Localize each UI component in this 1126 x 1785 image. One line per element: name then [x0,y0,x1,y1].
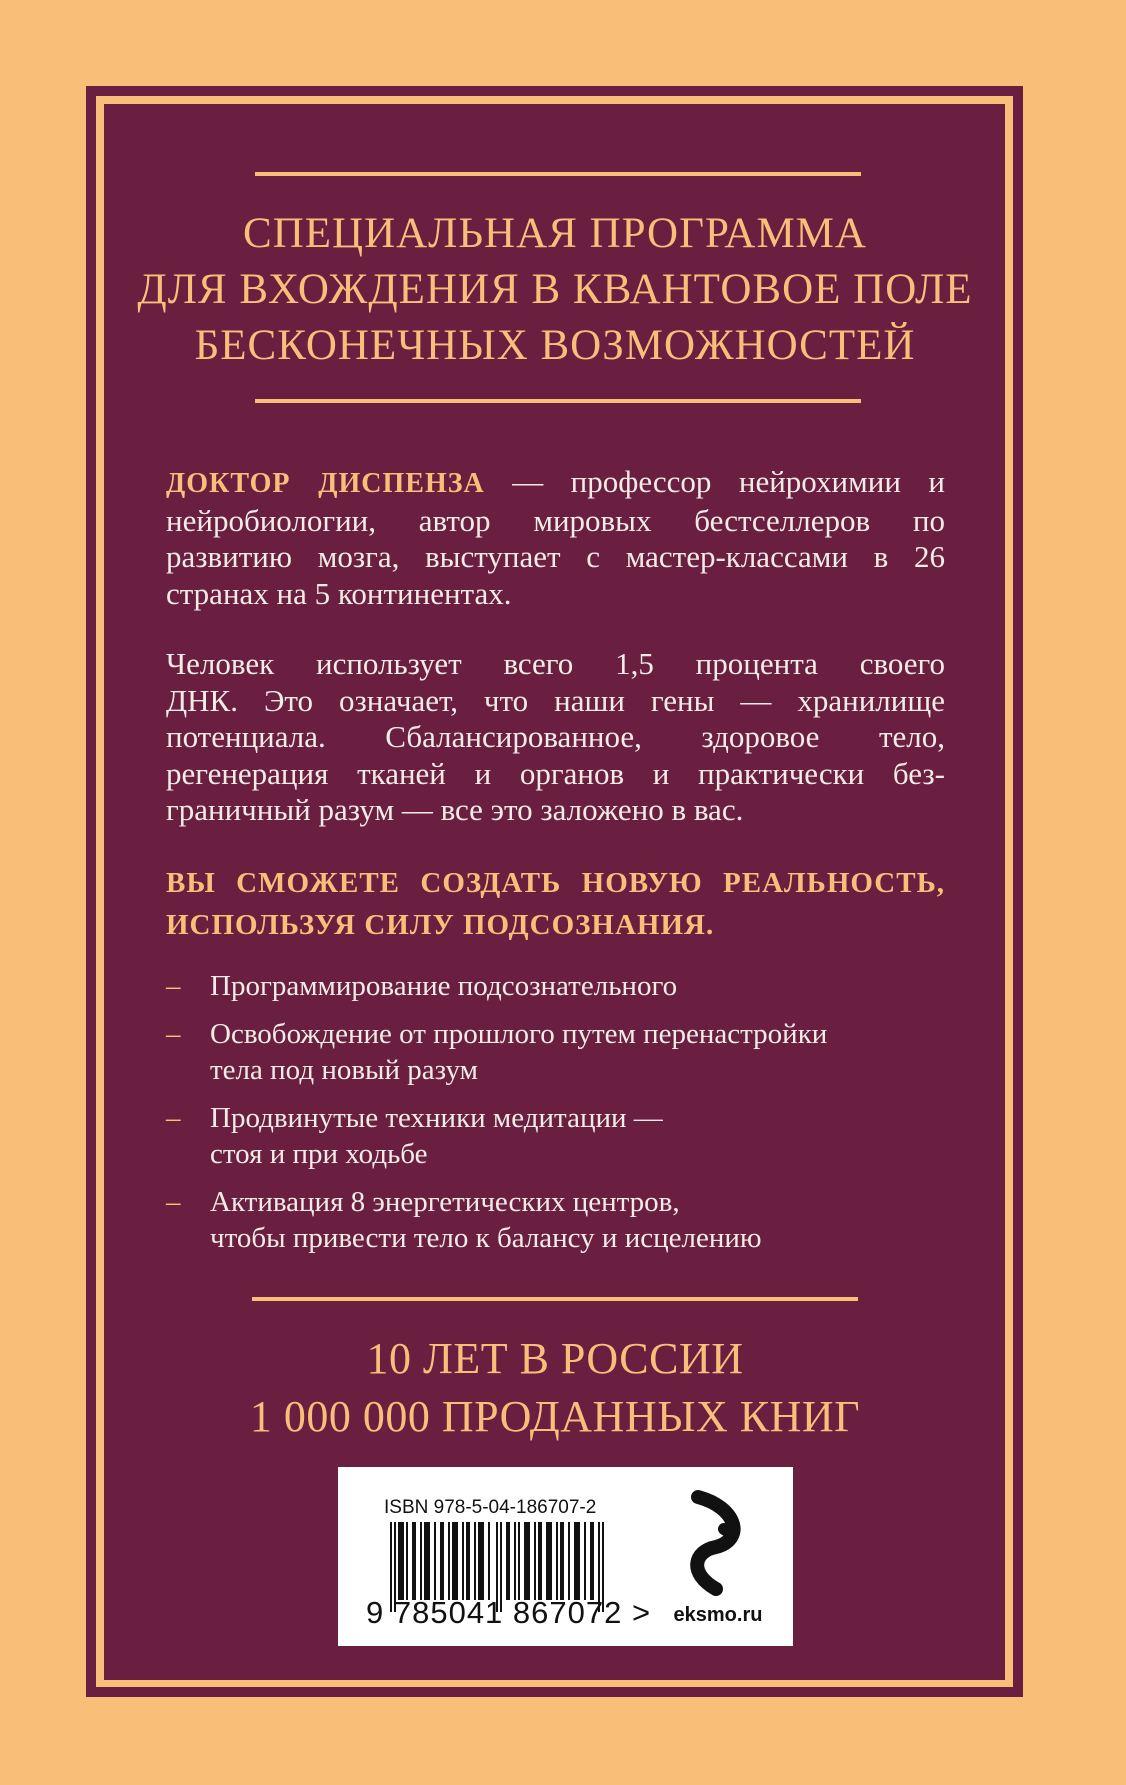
author-name: ДОКТОР ДИСПЕНЗА [166,468,485,499]
feature-text: Освобождение от прошлого путем перенастройки [210,1018,828,1050]
feature-list-item [166,1100,966,1172]
divider-top [255,172,861,176]
dash-bullet-icon: – [166,1186,181,1218]
description-line: Человек использует всего 1,5 процента своего [166,646,945,681]
feature-text: чтобы привести тело к балансу и исцелению [210,1222,762,1254]
description-line: регенерация тканей и органов и практически без- [166,755,945,791]
feature-list-item [166,968,966,1004]
author-bio-text: — профессор нейрохимии и [484,464,945,499]
dash-bullet-icon: – [166,1018,181,1050]
description-line: потенциала. Сбалансированное, здоровое тело, [166,719,945,754]
headline [120,206,990,374]
isbn-label: ISBN 978-5-04-186707-2 [384,1497,597,1518]
sales-stats [120,1330,990,1446]
isbn-barcode-box [338,1467,793,1646]
author-bio-line: странах на 5 континентах. [166,575,512,611]
description-line: граничный разум — все это заложено в вас. [166,792,744,827]
stats-copies-sold: 1 000 000 ПРОДАННЫХ КНИГ [249,1392,861,1441]
callout [166,862,945,946]
author-bio-line: развитию мозга, выступает с мастер-классами в 26 [166,539,945,574]
divider-under-headline [255,399,861,403]
author-bio-line [166,464,945,503]
dash-bullet-icon: – [166,1102,181,1134]
feature-list-item [166,1016,966,1088]
description-line: ДНК. Это означает, что наши гены — хранилище [166,682,945,718]
headline-line: БЕСКОНЕЧНЫХ ВОЗМОЖНОСТЕЙ [194,322,916,369]
author-bio-line: нейробиологии, автор мировых бестселлеров по [166,502,945,538]
barcode-digits: 9 785041 867072 > [366,1595,652,1630]
feature-text: стоя и при ходьбе [210,1138,428,1170]
callout-line: ИСПОЛЬЗУЯ СИЛУ ПОДСОЗНАНИЯ. [166,909,715,941]
eksmo-logo-icon [676,1489,756,1599]
headline-line: ДЛЯ ВХОЖДЕНИЯ В КВАНТОВОЕ ПОЛЕ [137,266,973,313]
stats-years: 10 ЛЕТ В РОССИИ [366,1334,744,1383]
feature-text: Программирование подсознательного [210,970,678,1002]
divider-bottom [252,1297,858,1301]
feature-list [166,968,966,1268]
description [166,646,945,829]
headline-line: СПЕЦИАЛЬНАЯ ПРОГРАММА [243,210,867,257]
callout-line: ВЫ СМОЖЕТЕ СОЗДАТЬ НОВУЮ РЕАЛЬНОСТЬ, [166,867,945,899]
author-bio [166,464,945,612]
dash-bullet-icon: – [166,970,181,1002]
feature-list-item [166,1184,966,1256]
feature-text: тела под новый разум [210,1054,478,1086]
feature-text: Активация 8 энергетических центров, [210,1186,680,1218]
feature-text: Продвинутые техники медитации — [210,1102,663,1134]
publisher-website: eksmo.ru [673,1604,763,1626]
